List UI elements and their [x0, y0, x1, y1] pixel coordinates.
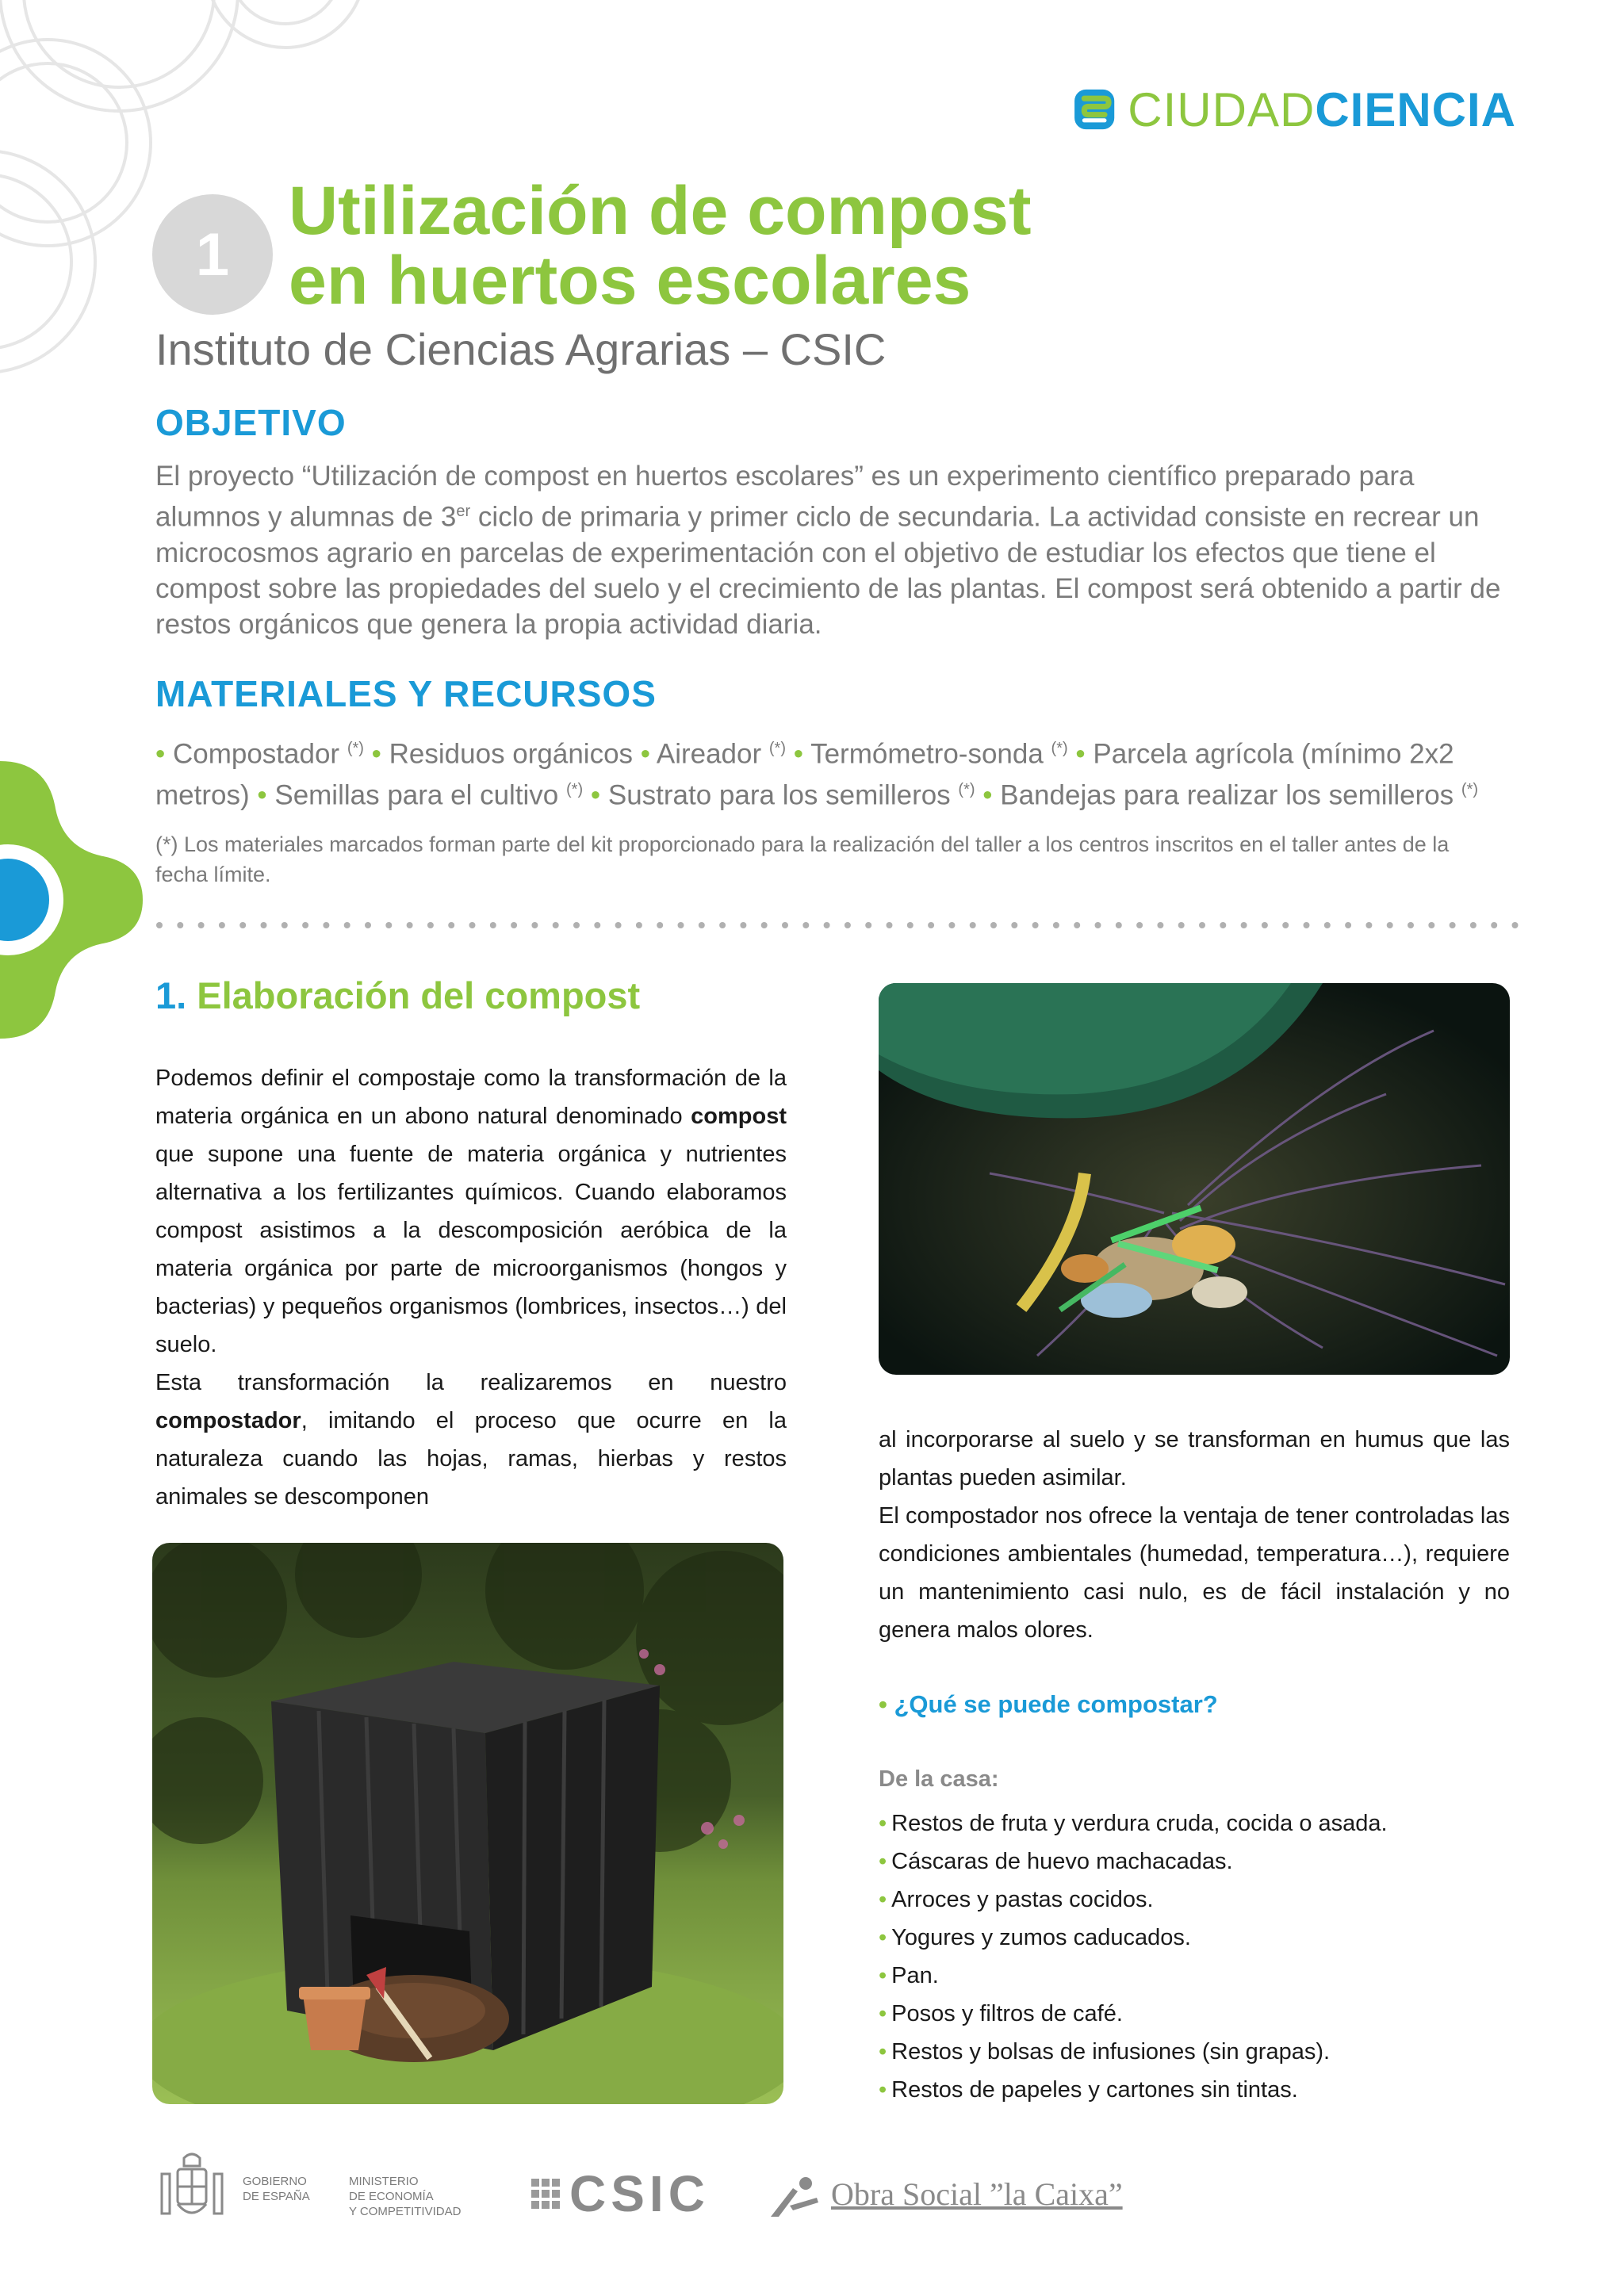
page-title-line2: en huertos escolares	[289, 243, 971, 319]
list-item	[879, 2071, 1529, 2109]
divider-dot	[1470, 922, 1477, 928]
divider-dot	[907, 922, 914, 928]
divider-dot	[782, 922, 788, 928]
divider-dot	[385, 922, 392, 928]
bullet-dot: •	[590, 779, 608, 811]
divider-dot	[657, 922, 663, 928]
divider-dot	[490, 922, 496, 928]
divider-dot	[948, 922, 955, 928]
divider-dot	[1074, 922, 1080, 928]
list-item-text: Pan.	[891, 1963, 939, 1988]
gobierno-line: DE ESPAÑA	[243, 2190, 310, 2203]
divider-dot	[177, 922, 183, 928]
divider-dot	[1262, 922, 1268, 928]
divider-dot	[740, 922, 746, 928]
decorative-side-shape	[0, 761, 143, 1039]
list-item	[879, 1995, 1529, 2033]
logo-text-ciencia: CIENCIA	[1315, 82, 1516, 136]
divider-dot	[1241, 922, 1247, 928]
divider-dot	[1387, 922, 1393, 928]
divider-dot	[1345, 922, 1351, 928]
divider-dot	[1053, 922, 1059, 928]
bullet-dot: •	[879, 2077, 887, 2103]
text-run: , imitando el proceso que ocurre en la naturaleza cuando las hojas, ramas, hierbas y restos animales se descomponen	[155, 1408, 787, 1510]
bullet-dot: •	[640, 738, 657, 770]
divider-dot	[1512, 922, 1519, 928]
paragraph	[155, 1364, 787, 1516]
divider-dot	[1282, 922, 1289, 928]
divider-dot	[594, 922, 600, 928]
divider-dot	[1157, 922, 1163, 928]
materiales-note: (*) Los materiales marcados forman parte del kit proporcionado para la realización del taller a los centros inscritos en el taller antes de la fecha límite.	[155, 832, 1450, 886]
divider-dot	[282, 922, 288, 928]
list-item-text: Posos y filtros de café.	[891, 2001, 1123, 2026]
bullet-dot: •	[793, 738, 811, 770]
divider-dot	[1408, 922, 1414, 928]
list-item-text: Arroces y pastas cocidos.	[891, 1887, 1154, 1912]
dotted-divider	[155, 921, 1519, 929]
section1-number: 1.	[155, 974, 187, 1016]
divider-dot	[1220, 922, 1226, 928]
divider-dot	[615, 922, 622, 928]
divider-dot	[824, 922, 830, 928]
gobierno-line: GOBIERNO	[243, 2175, 307, 2188]
divider-dot	[553, 922, 559, 928]
bullet-dot: •	[155, 738, 173, 770]
divider-dot	[198, 922, 205, 928]
divider-dot	[1324, 922, 1331, 928]
divider-dot	[239, 922, 246, 928]
divider-dot	[427, 922, 434, 928]
paragraph	[155, 1059, 787, 1364]
material-item: Parcela agrícola (mínimo 2x2 metros)	[155, 738, 1454, 811]
objetivo-text	[155, 458, 1503, 642]
bullet-dot: •	[1075, 738, 1094, 770]
list-item	[879, 1843, 1529, 1881]
objetivo-text-b: ciclo de primaria y primer ciclo de secundaria. La actividad consiste en recrear un microcosmos agrario en parcelas de experimentación con el objetivo de estudiar los efectos que tiene el compost sobre las propiedades del suelo y el crecimiento de las plantas. El compost será obtenido a partir de restos orgánicos que genera la propia actividad diaria.	[155, 501, 1501, 640]
paragraph: El compostador nos ofrece la ventaja de tener controladas las condiciones ambientales (humedad, temperatura…), requiere un mantenimiento casi nulo, es de fácil instalación y no genera malos olores.	[879, 1503, 1510, 1643]
bullet-dot: •	[371, 738, 389, 770]
divider-dot	[1011, 922, 1017, 928]
divider-dot	[699, 922, 705, 928]
page-subtitle: Instituto de Ciencias Agrarias – CSIC	[155, 324, 887, 374]
material-mark: (*)	[347, 740, 364, 757]
material-item: Aireador	[656, 738, 762, 770]
csic-emblem-icon	[528, 2175, 563, 2214]
divider-dot	[344, 922, 350, 928]
casa-heading: De la casa:	[879, 1766, 999, 1792]
divider-dot	[573, 922, 580, 928]
casa-list	[879, 1804, 1529, 2109]
section1-left-text	[155, 1059, 787, 1516]
bullet-dot: •	[879, 2039, 887, 2064]
list-item	[879, 1919, 1529, 1957]
compost-pouring-photo	[879, 983, 1510, 1375]
page-title	[289, 173, 1082, 319]
divider-dot	[1304, 922, 1310, 928]
divider-dot	[1095, 922, 1101, 928]
material-item: Semillas para el cultivo	[274, 779, 559, 811]
section1-heading	[155, 974, 640, 1017]
bold-term: compost	[691, 1104, 787, 1129]
divider-dot	[219, 922, 225, 928]
list-item	[879, 1957, 1529, 1995]
text-run: Esta transformación la realizaremos en nuestro	[155, 1370, 787, 1395]
material-mark: (*)	[566, 780, 584, 798]
material-mark: (*)	[1051, 740, 1068, 757]
list-item-text: Restos de fruta y verdura cruda, cocida o asada.	[891, 1811, 1388, 1836]
divider-dot	[1491, 922, 1497, 928]
bullet-dot: •	[879, 1925, 887, 1950]
list-item	[879, 1804, 1529, 1843]
bullet-dot: •	[879, 1690, 894, 1718]
list-item-text: Cáscaras de huevo machacadas.	[891, 1849, 1233, 1874]
divider-dot	[990, 922, 997, 928]
paragraph: al incorporarse al suelo y se transforman en humus que las plantas pueden asimilar.	[879, 1427, 1510, 1490]
spain-coat-of-arms-icon	[155, 2150, 228, 2229]
divider-dot	[302, 922, 308, 928]
bullet-dot: •	[879, 1963, 887, 1988]
divider-dot	[719, 922, 726, 928]
divider-dot	[1428, 922, 1434, 928]
la-caixa-star-icon	[766, 2174, 823, 2220]
ministerio-text	[349, 2174, 461, 2219]
divider-dot	[887, 922, 893, 928]
list-item	[879, 2033, 1529, 2071]
section1-title: Elaboración del compost	[197, 974, 641, 1016]
divider-dot	[156, 922, 163, 928]
material-item: Compostador	[172, 738, 340, 770]
material-mark: (*)	[768, 740, 786, 757]
divider-dot	[448, 922, 454, 928]
ministerio-line: MINISTERIO	[349, 2175, 419, 2188]
divider-dot	[1116, 922, 1122, 928]
divider-dot	[678, 922, 684, 928]
text-run: que supone una fuente de materia orgánica y nutrientes alternativa a los fertilizantes químicos. Cuando elaboramos compost asistimos a la descomposición aeróbica de la materia orgánica por parte de microorganismos (hongos y bacterias) y pequeños organismos (lombrices, insectos…) del suelo.	[155, 1142, 787, 1357]
section-number-badge: 1	[152, 194, 273, 315]
divider-dot	[1178, 922, 1185, 928]
materiales-list	[155, 731, 1503, 813]
divider-dot	[1199, 922, 1205, 928]
bullet-dot: •	[982, 779, 1001, 811]
compost-bin-photo	[152, 1543, 783, 2104]
bullet-dot: •	[879, 1811, 887, 1836]
bold-term: compostador	[155, 1408, 301, 1433]
material-mark: (*)	[1461, 780, 1479, 798]
list-item	[879, 1881, 1529, 1919]
divider-dot	[761, 922, 768, 928]
divider-dot	[802, 922, 809, 928]
divider-dot	[970, 922, 976, 928]
objetivo-text-a: El proyecto “Utilización de compost en huertos escolares” es un experimento científico preparado para alumnos y alumnas de 3	[155, 461, 1415, 533]
divider-dot	[511, 922, 517, 928]
divider-dot	[531, 922, 538, 928]
material-item: Residuos orgánicos	[389, 738, 634, 770]
divider-dot	[865, 922, 871, 928]
material-item: Bandejas para realizar los semilleros	[1000, 779, 1454, 811]
divider-dot	[1032, 922, 1039, 928]
divider-dot	[365, 922, 371, 928]
bullet-dot: •	[257, 779, 275, 811]
material-item: Sustrato para los semilleros	[607, 779, 951, 811]
divider-dot	[1136, 922, 1143, 928]
bullet-dot: •	[879, 2001, 887, 2026]
ciudad-ciencia-logo-icon	[1072, 66, 1116, 153]
text-run: Podemos definir el compostaje como la transformación de la materia orgánica en un abono natural denominado	[155, 1066, 787, 1129]
objetivo-heading: OBJETIVO	[155, 402, 347, 443]
material-item: Termómetro-sonda	[810, 738, 1044, 770]
obra-social-la-caixa-text: Obra Social ”la Caixa”	[831, 2176, 1123, 2212]
question-text: ¿Qué se puede compostar?	[894, 1690, 1218, 1718]
gobierno-text	[243, 2174, 310, 2204]
divider-dot	[636, 922, 642, 928]
divider-dot	[323, 922, 329, 928]
divider-dot	[469, 922, 476, 928]
csic-logo-text: CSIC	[569, 2165, 710, 2222]
list-item-text: Restos y bolsas de infusiones (sin grapas).	[891, 2039, 1331, 2064]
list-item-text: Yogures y zumos caducados.	[891, 1925, 1191, 1950]
divider-dot	[845, 922, 851, 928]
divider-dot	[928, 922, 934, 928]
divider-dot	[1365, 922, 1372, 928]
logo-text	[1128, 82, 1516, 137]
ciudad-ciencia-logo	[1072, 62, 1516, 157]
material-mark: (*)	[958, 780, 975, 798]
list-item-text: Restos de papeles y cartones sin tintas.	[891, 2077, 1298, 2103]
bullet-dot: •	[879, 1849, 887, 1874]
section1-right-text	[879, 1421, 1510, 1649]
divider-dot	[407, 922, 413, 928]
divider-dot	[1450, 922, 1456, 928]
ministerio-line: Y COMPETITIVIDAD	[349, 2205, 462, 2218]
materiales-heading: MATERIALES Y RECURSOS	[155, 673, 657, 714]
question-heading	[879, 1690, 1218, 1719]
divider-dot	[261, 922, 267, 928]
ministerio-line: DE ECONOMÍA	[349, 2190, 434, 2203]
logo-text-ciudad: CIUDAD	[1128, 82, 1316, 136]
objetivo-sup: er	[456, 503, 471, 520]
page-title-line1: Utilización de compost	[289, 173, 1032, 249]
bullet-dot: •	[879, 1887, 887, 1912]
